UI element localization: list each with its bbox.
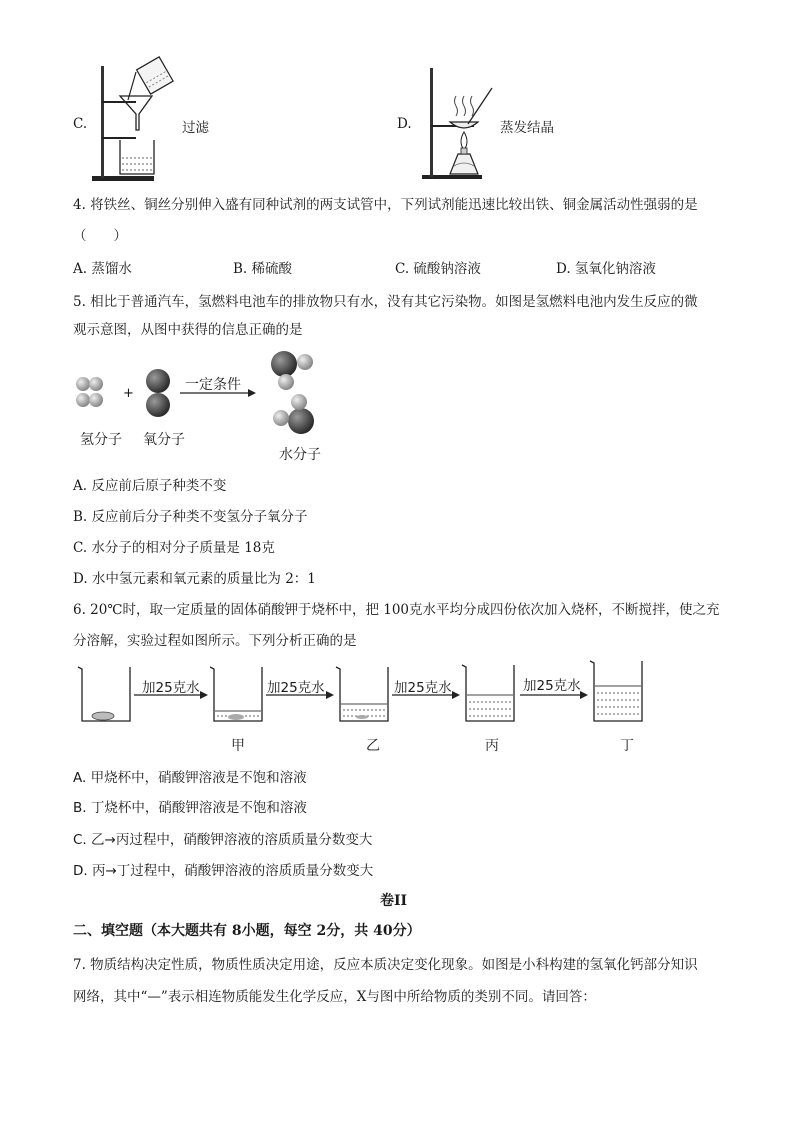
q6-stem-line2: 分溶解，实验过程如图所示。下列分析正确的是 bbox=[73, 633, 357, 649]
filtration-apparatus-illustration bbox=[92, 58, 182, 183]
q6-beaker-label-jia: 甲 bbox=[231, 738, 245, 754]
q5-stem-line2: 观示意图，从图中获得的信息正确的是 bbox=[73, 322, 303, 338]
evaporation-apparatus-illustration bbox=[420, 66, 500, 181]
section2-title: 二、填空题（本大题共有 8小题，每空 2分，共 40分） bbox=[73, 923, 421, 939]
q6-arrow-label-4: 加25克水 bbox=[523, 678, 581, 694]
q5-option-b: B. 反应前后分子种类不变氢分子氧分子 bbox=[73, 509, 308, 525]
q5-condition-label: 一定条件 bbox=[185, 377, 241, 393]
q6-stem-line1: 6. 20℃时，取一定质量的固体硝酸钾于烧杯中，把 100克水平均分成四份依次加入烧杯，不断搅拌，使之充 bbox=[73, 602, 720, 618]
option-c-label: 过滤 bbox=[182, 120, 209, 136]
q6-beaker-label-bing: 丙 bbox=[485, 738, 499, 754]
q6-option-b: B. 丁烧杯中，硝酸钾溶液是不饱和溶液 bbox=[73, 800, 307, 816]
q5-option-c: C. 水分子的相对分子质量是 18克 bbox=[73, 540, 275, 556]
q6-arrow-label-3: 加25克水 bbox=[394, 680, 452, 696]
q5-stem-line1: 5. 相比于普通汽车，氢燃料电池车的排放物只有水，没有其它污染物。如图是氢燃料电池内发生反应的微 bbox=[73, 294, 698, 310]
option-d-letter: D. bbox=[397, 116, 412, 132]
q6-option-d: D. 丙→丁过程中，硝酸钾溶液的溶质质量分数变大 bbox=[73, 863, 374, 879]
q4-blank: （ ） bbox=[73, 228, 127, 244]
q6-beaker-label-ding: 丁 bbox=[620, 738, 634, 754]
q6-beaker-label-yi: 乙 bbox=[366, 738, 380, 754]
q5-plus-sign: + bbox=[123, 386, 134, 401]
q6-arrow-label-1: 加25克水 bbox=[142, 680, 200, 696]
q5-water-label: 水分子 bbox=[279, 447, 321, 463]
q4-option-d: D. 氢氧化钠溶液 bbox=[556, 261, 656, 277]
q6-option-a: A. 甲烧杯中，硝酸钾溶液是不饱和溶液 bbox=[73, 770, 307, 786]
q5-option-d: D. 水中氢元素和氧元素的质量比为 2：1 bbox=[73, 571, 316, 587]
option-d-label: 蒸发结晶 bbox=[500, 120, 554, 136]
q4-stem: 4. 将铁丝、铜丝分别伸入盛有同种试剂的两支试管中，下列试剂能迅速比较出铁、铜金属活动性强弱的是 bbox=[73, 197, 698, 213]
q4-option-b: B. 稀硫酸 bbox=[233, 261, 293, 277]
q6-arrow-label-2: 加25克水 bbox=[267, 680, 325, 696]
q6-option-c: C. 乙→丙过程中，硝酸钾溶液的溶质质量分数变大 bbox=[73, 832, 373, 848]
q7-stem-line2: 网络，其中“—”表示相连物质能发生化学反应，X与图中所给物质的类别不同。请回答： bbox=[73, 989, 596, 1005]
option-c-letter: C. bbox=[73, 116, 88, 132]
q4-option-a: A. 蒸馏水 bbox=[73, 261, 132, 277]
q5-option-a: A. 反应前后原子种类不变 bbox=[73, 478, 227, 494]
q5-hydrogen-label: 氢分子 bbox=[80, 432, 122, 448]
q4-option-c: C. 硫酸钠溶液 bbox=[395, 261, 481, 277]
volume-title: 卷II bbox=[380, 893, 408, 909]
q5-oxygen-label: 氧分子 bbox=[143, 432, 185, 448]
q7-stem-line1: 7. 物质结构决定性质，物质性质决定用途，反应本质决定变化现象。如图是小科构建的氢氧化钙部分知识 bbox=[73, 957, 698, 973]
